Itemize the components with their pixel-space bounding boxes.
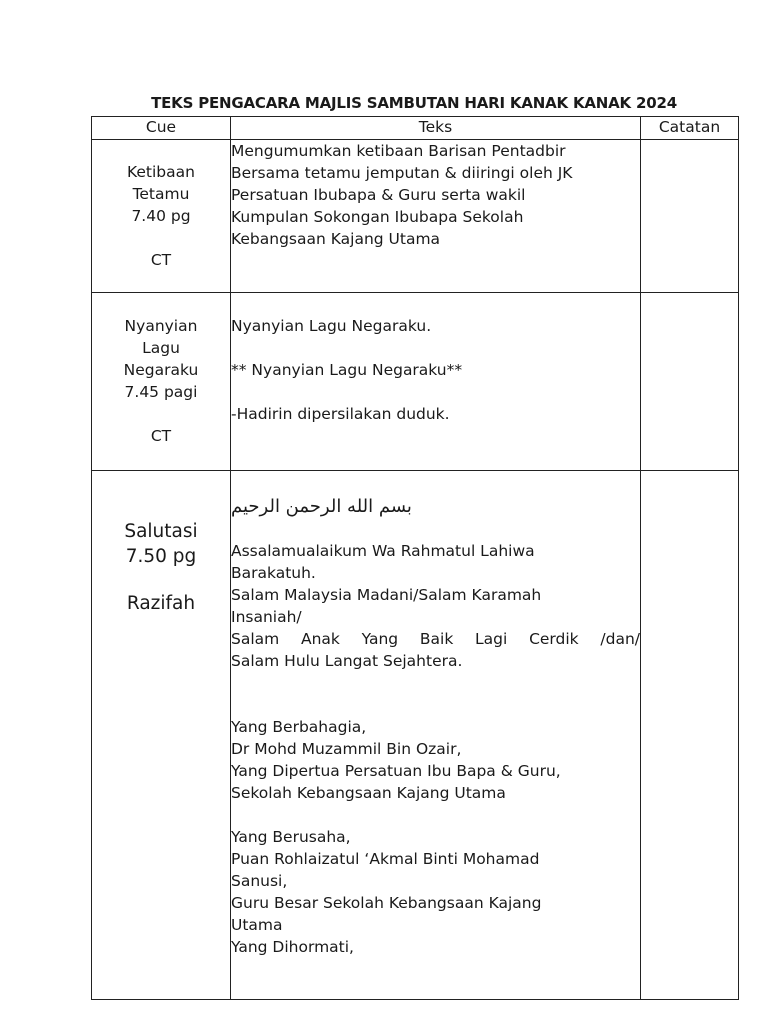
- teks-line: ** Nyanyian Lagu Negaraku**: [231, 361, 463, 379]
- table-header-row: [92, 117, 739, 140]
- cue-line: Negaraku: [123, 361, 199, 379]
- teks-line: Sekolah Kebangsaan Kajang Utama: [231, 784, 506, 802]
- bismillah-wrap: [231, 494, 640, 520]
- teks-spacer: [231, 694, 640, 716]
- cue-spacer: [92, 569, 230, 591]
- table-row: [92, 140, 739, 293]
- bismillah-text: بسم الله الرحمن الرحيم: [231, 496, 412, 517]
- cue-line: CT: [150, 251, 172, 269]
- cue-line: Salutasi: [124, 521, 198, 542]
- teks-line: Salam Malaysia Madani/Salam Karamah: [231, 586, 542, 604]
- teks-line: Bersama tetamu jemputan & diiringi oleh JK: [231, 164, 573, 182]
- cue-line: Razifah: [126, 593, 196, 614]
- cue-cell: [92, 293, 231, 471]
- teks-line: -Hadirin dipersilakan duduk.: [231, 405, 450, 423]
- teks-spacer: [231, 381, 640, 403]
- teks-line: Kebangsaan Kajang Utama: [231, 230, 441, 248]
- teks-line: Salam Hulu Langat Sejahtera.: [231, 652, 463, 670]
- teks-line: Assalamualaikum Wa Rahmatul Lahiwa: [231, 542, 535, 560]
- cue-line: 7.45 pagi: [124, 383, 198, 401]
- document-title: TEKS PENGACARA MAJLIS SAMBUTAN HARI KANAK KANAK 2024: [151, 94, 677, 112]
- table-row: [92, 293, 739, 471]
- catatan-cell: [641, 293, 739, 471]
- teks-line: Guru Besar Sekolah Kebangsaan Kajang: [231, 894, 542, 912]
- cue-spacer: [92, 403, 230, 425]
- teks-line: Barakatuh.: [231, 564, 316, 582]
- catatan-cell: [641, 471, 739, 1000]
- teks-line: Yang Dipertua Persatuan Ibu Bapa & Guru,: [231, 762, 561, 780]
- teks-cell: [231, 140, 641, 293]
- cue-line: Nyanyian: [124, 317, 198, 335]
- header-cue: Cue: [92, 117, 231, 140]
- teks-line: Yang Berusaha,: [231, 828, 351, 846]
- teks-line: Utama: [231, 916, 283, 934]
- teks-spacer: [231, 337, 640, 359]
- teks-line: Mengumumkan ketibaan Barisan Pentadbir: [231, 142, 566, 160]
- teks-line: Yang Berbahagia,: [231, 718, 367, 736]
- cue-line: 7.50 pg: [125, 546, 197, 567]
- teks-line: Insaniah/: [231, 608, 302, 626]
- teks-spacer: [231, 804, 640, 826]
- catatan-cell: [641, 140, 739, 293]
- teks-line: Kumpulan Sokongan Ibubapa Sekolah: [231, 208, 524, 226]
- teks-line: Salam Anak Yang Baik Lagi Cerdik /dan/: [231, 630, 640, 648]
- script-table: [91, 116, 739, 1000]
- header-catatan: Catatan: [641, 117, 739, 140]
- teks-cell: [231, 471, 641, 1000]
- cue-spacer: [92, 227, 230, 249]
- teks-line: Yang Dihormati,: [231, 938, 354, 956]
- header-teks: Teks: [231, 117, 641, 140]
- cue-line: Tetamu: [132, 185, 190, 203]
- cue-cell: [92, 471, 231, 1000]
- table-row: [92, 471, 739, 1000]
- cue-line: 7.40 pg: [131, 207, 191, 225]
- cue-cell: [92, 140, 231, 293]
- cue-line: Lagu: [142, 339, 180, 357]
- teks-line: Persatuan Ibubapa & Guru serta wakil: [231, 186, 526, 204]
- cue-line: Ketibaan: [127, 163, 195, 181]
- teks-spacer: [231, 520, 640, 540]
- teks-line: Dr Mohd Muzammil Bin Ozair,: [231, 740, 462, 758]
- teks-line: Nyanyian Lagu Negaraku.: [231, 317, 432, 335]
- teks-spacer: [231, 672, 640, 694]
- teks-line: Sanusi,: [231, 872, 288, 890]
- teks-cell: [231, 293, 641, 471]
- cue-line: CT: [150, 427, 172, 445]
- teks-line: Puan Rohlaizatul ‘Akmal Binti Mohamad: [231, 850, 540, 868]
